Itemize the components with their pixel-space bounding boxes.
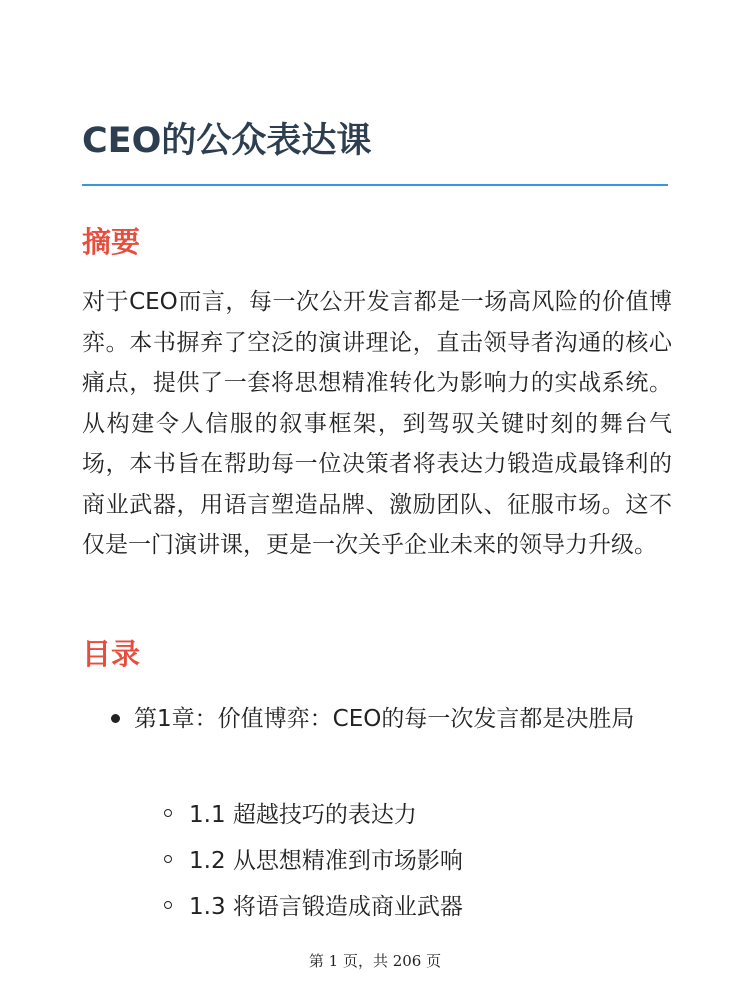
abstract-heading: 摘要 <box>82 225 141 259</box>
hollow-bullet-icon <box>164 901 172 909</box>
document-title: CEO的公众表达课 <box>82 121 372 161</box>
hollow-bullet-icon <box>164 855 172 863</box>
title-divider <box>82 184 668 186</box>
table-of-contents <box>82 700 672 920</box>
toc-section-1-1[interactable] <box>82 792 672 838</box>
toc-section-1-2[interactable] <box>82 838 672 884</box>
toc-section-1-3-label: 1.3 将语言锻造成商业武器 <box>189 894 463 920</box>
filled-bullet-icon <box>111 714 120 723</box>
toc-heading: 目录 <box>82 637 141 671</box>
toc-section-1-3[interactable] <box>82 884 672 930</box>
abstract-text: 对于CEO而言，每一次公开发言都是一场高风险的价值博弈。本书摒弃了空泛的演讲理论，直击领导者沟通的核心痛点，提供了一套将思想精准转化为影响力的实战系统。从构建令人信服的叙事框架，到驾驭关键时刻的舞台气场，本书旨在帮助每一位决策者将表达力锻造成最锋利的商业武器，用语言塑造品牌、激励团队、征服市场。这不仅是一门演讲课，更是一次关乎企业未来的领导力升级。 <box>82 289 672 558</box>
toc-chapter-1[interactable] <box>82 700 672 738</box>
toc-section-1-2-label: 1.2 从思想精准到市场影响 <box>189 848 463 874</box>
hollow-bullet-icon <box>164 809 172 817</box>
page-footer: 第 1 页，共 206 页 <box>308 952 442 970</box>
toc-chapter-1-sections <box>82 792 672 930</box>
toc-section-1-1-label: 1.1 超越技巧的表达力 <box>189 802 417 828</box>
toc-chapter-1-label: 第1章：价值博弈：CEO的每一次发言都是决胜局 <box>134 706 635 732</box>
